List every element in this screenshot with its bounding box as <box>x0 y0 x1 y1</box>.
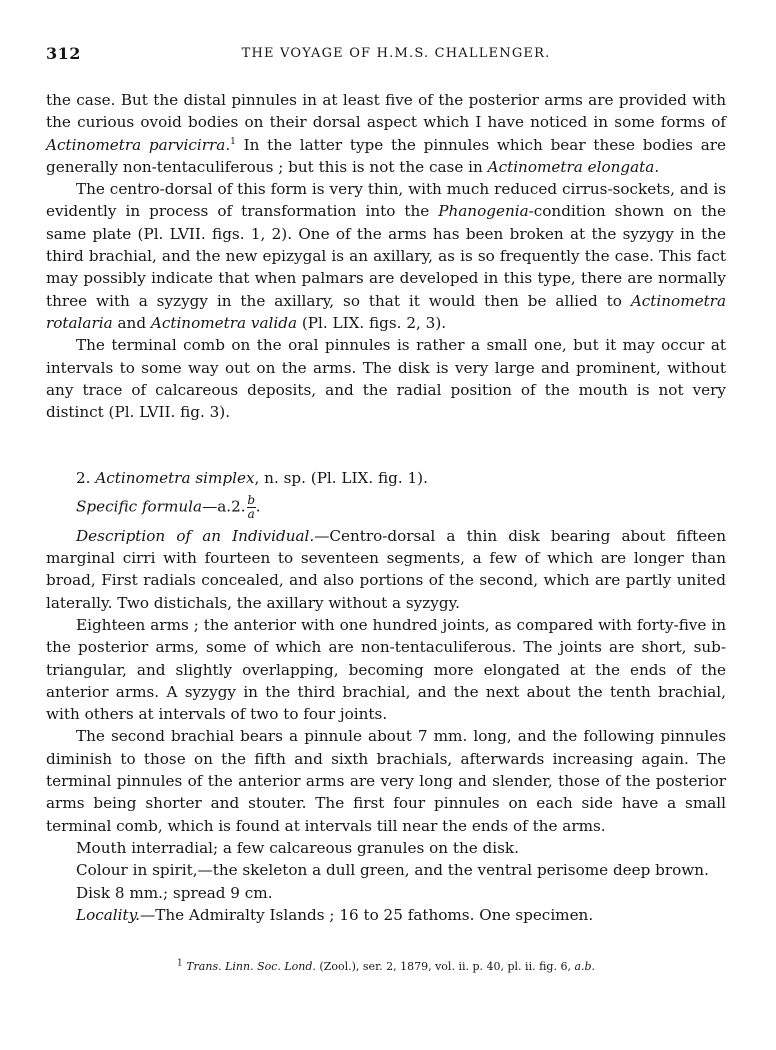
footnote <box>46 960 726 974</box>
line-locality <box>46 904 726 926</box>
citation-text: (Zool.), ser. 2, 1879, vol. ii. p. 40, pl. ii. fig. 6, <box>315 960 575 973</box>
text-run: and <box>112 313 151 332</box>
text-run: , n. sp. (Pl. LIX. fig. 1). <box>254 469 428 488</box>
paragraph-pinnules <box>46 725 726 836</box>
fraction-denominator: a <box>247 506 255 521</box>
text-run: Eighteen arms ; the anterior with one hundred joints, as compared with forty-five in the posterior arms, some of which are non-tentaculiferous. The joints are short, sub-triangular, and slightly overlapping, becoming more elongated at the ends of the anterior arms. A syzygy in the third brachial, and the next about the tenth brachial, with others at intervals of two to four joints. <box>46 615 726 724</box>
text-run: The terminal comb on the oral pinnules is rather a small one, but it may occur at intervals to some way out on the arms. The disk is very large and prominent, without any trace of calcareous deposits, and the radial position of the mouth is not very distinct (Pl. LVII. fig. 3). <box>46 336 726 422</box>
text-run: The second brachial bears a pinnule about 7 mm. long, and the following pinnules diminish to those on the fifth and sixth brachials, afterwards increasing again. The terminal pinnules of the anterior arms are very long and slender, those of the posterior arms being shorter and stouter. The first four pinnules on each side have a small terminal comb, which is found at intervals till near the ends of the arms. <box>46 727 726 835</box>
page-number: 312 <box>46 44 81 63</box>
locality-label: Locality. <box>76 905 140 924</box>
species-name: Actinometra elongata. <box>487 157 660 176</box>
line-mouth: Mouth interradial; a few calcareous granules on the disk. <box>76 838 519 857</box>
paragraph-terminal-comb <box>46 334 726 423</box>
formula-end: . <box>255 497 261 516</box>
figure-ref: a.b. <box>574 960 596 973</box>
species-heading <box>46 467 726 489</box>
species-name: Actinometra rotalaria <box>46 291 726 332</box>
text-run: In the latter type the pinnules which bear these bodies are generally non-tentaculiferous ; but this is not the case in <box>46 135 727 176</box>
fraction-numerator: b <box>247 492 256 507</box>
formula-text: —a.2. <box>202 497 246 516</box>
text-run: the case. But the distal pinnules in at least five of the posterior arms are provided with the curious ovoid bodies on their dorsal aspect which I have noticed in some forms of <box>46 91 726 132</box>
locality-text: —The Admiralty Islands ; 16 to 25 fathoms. One specimen. <box>140 905 594 924</box>
text-run: The centro-dorsal of this form is very thin, with much reduced cirrus-sockets, and is evidently in process of transformation into the <box>46 180 726 221</box>
page-header <box>46 44 746 66</box>
species-name: Actinometra parvicirra. <box>46 135 231 154</box>
text-run: -condition shown on the same plate (Pl. LVII. figs. 1, 2). One of the arms has been broken at the syzygy in the third brachial, and the new epizygal is an axillary, as is so frequently the case. This fact may possibly indicate that when palmars are developed in this type, there are normally three with a syzygy in the axillary, so that it would then be allied to <box>46 202 726 310</box>
paragraph-description <box>46 525 726 614</box>
section-gap <box>46 423 726 467</box>
paragraph-continuation <box>46 89 726 178</box>
formula-fraction <box>247 494 256 521</box>
species-name: Actinometra valida <box>150 313 297 332</box>
line-colour: Colour in spirit,—the skeleton a dull green, and the ventral perisome deep brown. <box>76 861 709 880</box>
species-name: Actinometra simplex <box>95 469 255 488</box>
genus-name: Phanogenia <box>438 202 529 221</box>
paragraph-centro-dorsal <box>46 178 726 334</box>
journal-title: Trans. Linn. Soc. Lond. <box>186 960 316 973</box>
running-head: THE VOYAGE OF H.M.S. CHALLENGER. <box>241 46 551 61</box>
specific-formula <box>46 494 726 521</box>
footnote-mark: 1 <box>230 136 236 147</box>
formula-label: Specific formula <box>76 497 203 516</box>
main-text <box>46 89 726 926</box>
species-number: 2. <box>76 469 96 488</box>
paragraph-arms <box>46 614 726 725</box>
section-label: Description of an Individual. <box>76 526 315 545</box>
footnote-mark: 1 <box>176 958 183 969</box>
line-disk: Disk 8 mm.; spread 9 cm. <box>76 883 273 902</box>
text-run: (Pl. LIX. figs. 2, 3). <box>297 313 447 332</box>
text-run: —Centro-dorsal a thin disk bearing about fifteen marginal cirri with fourteen to seventeen segments, a few of which are longer than broad, First radials concealed, and also portions of the second, which are partly united laterally. Two distichals, the axillary without a syzygy. <box>46 526 726 612</box>
